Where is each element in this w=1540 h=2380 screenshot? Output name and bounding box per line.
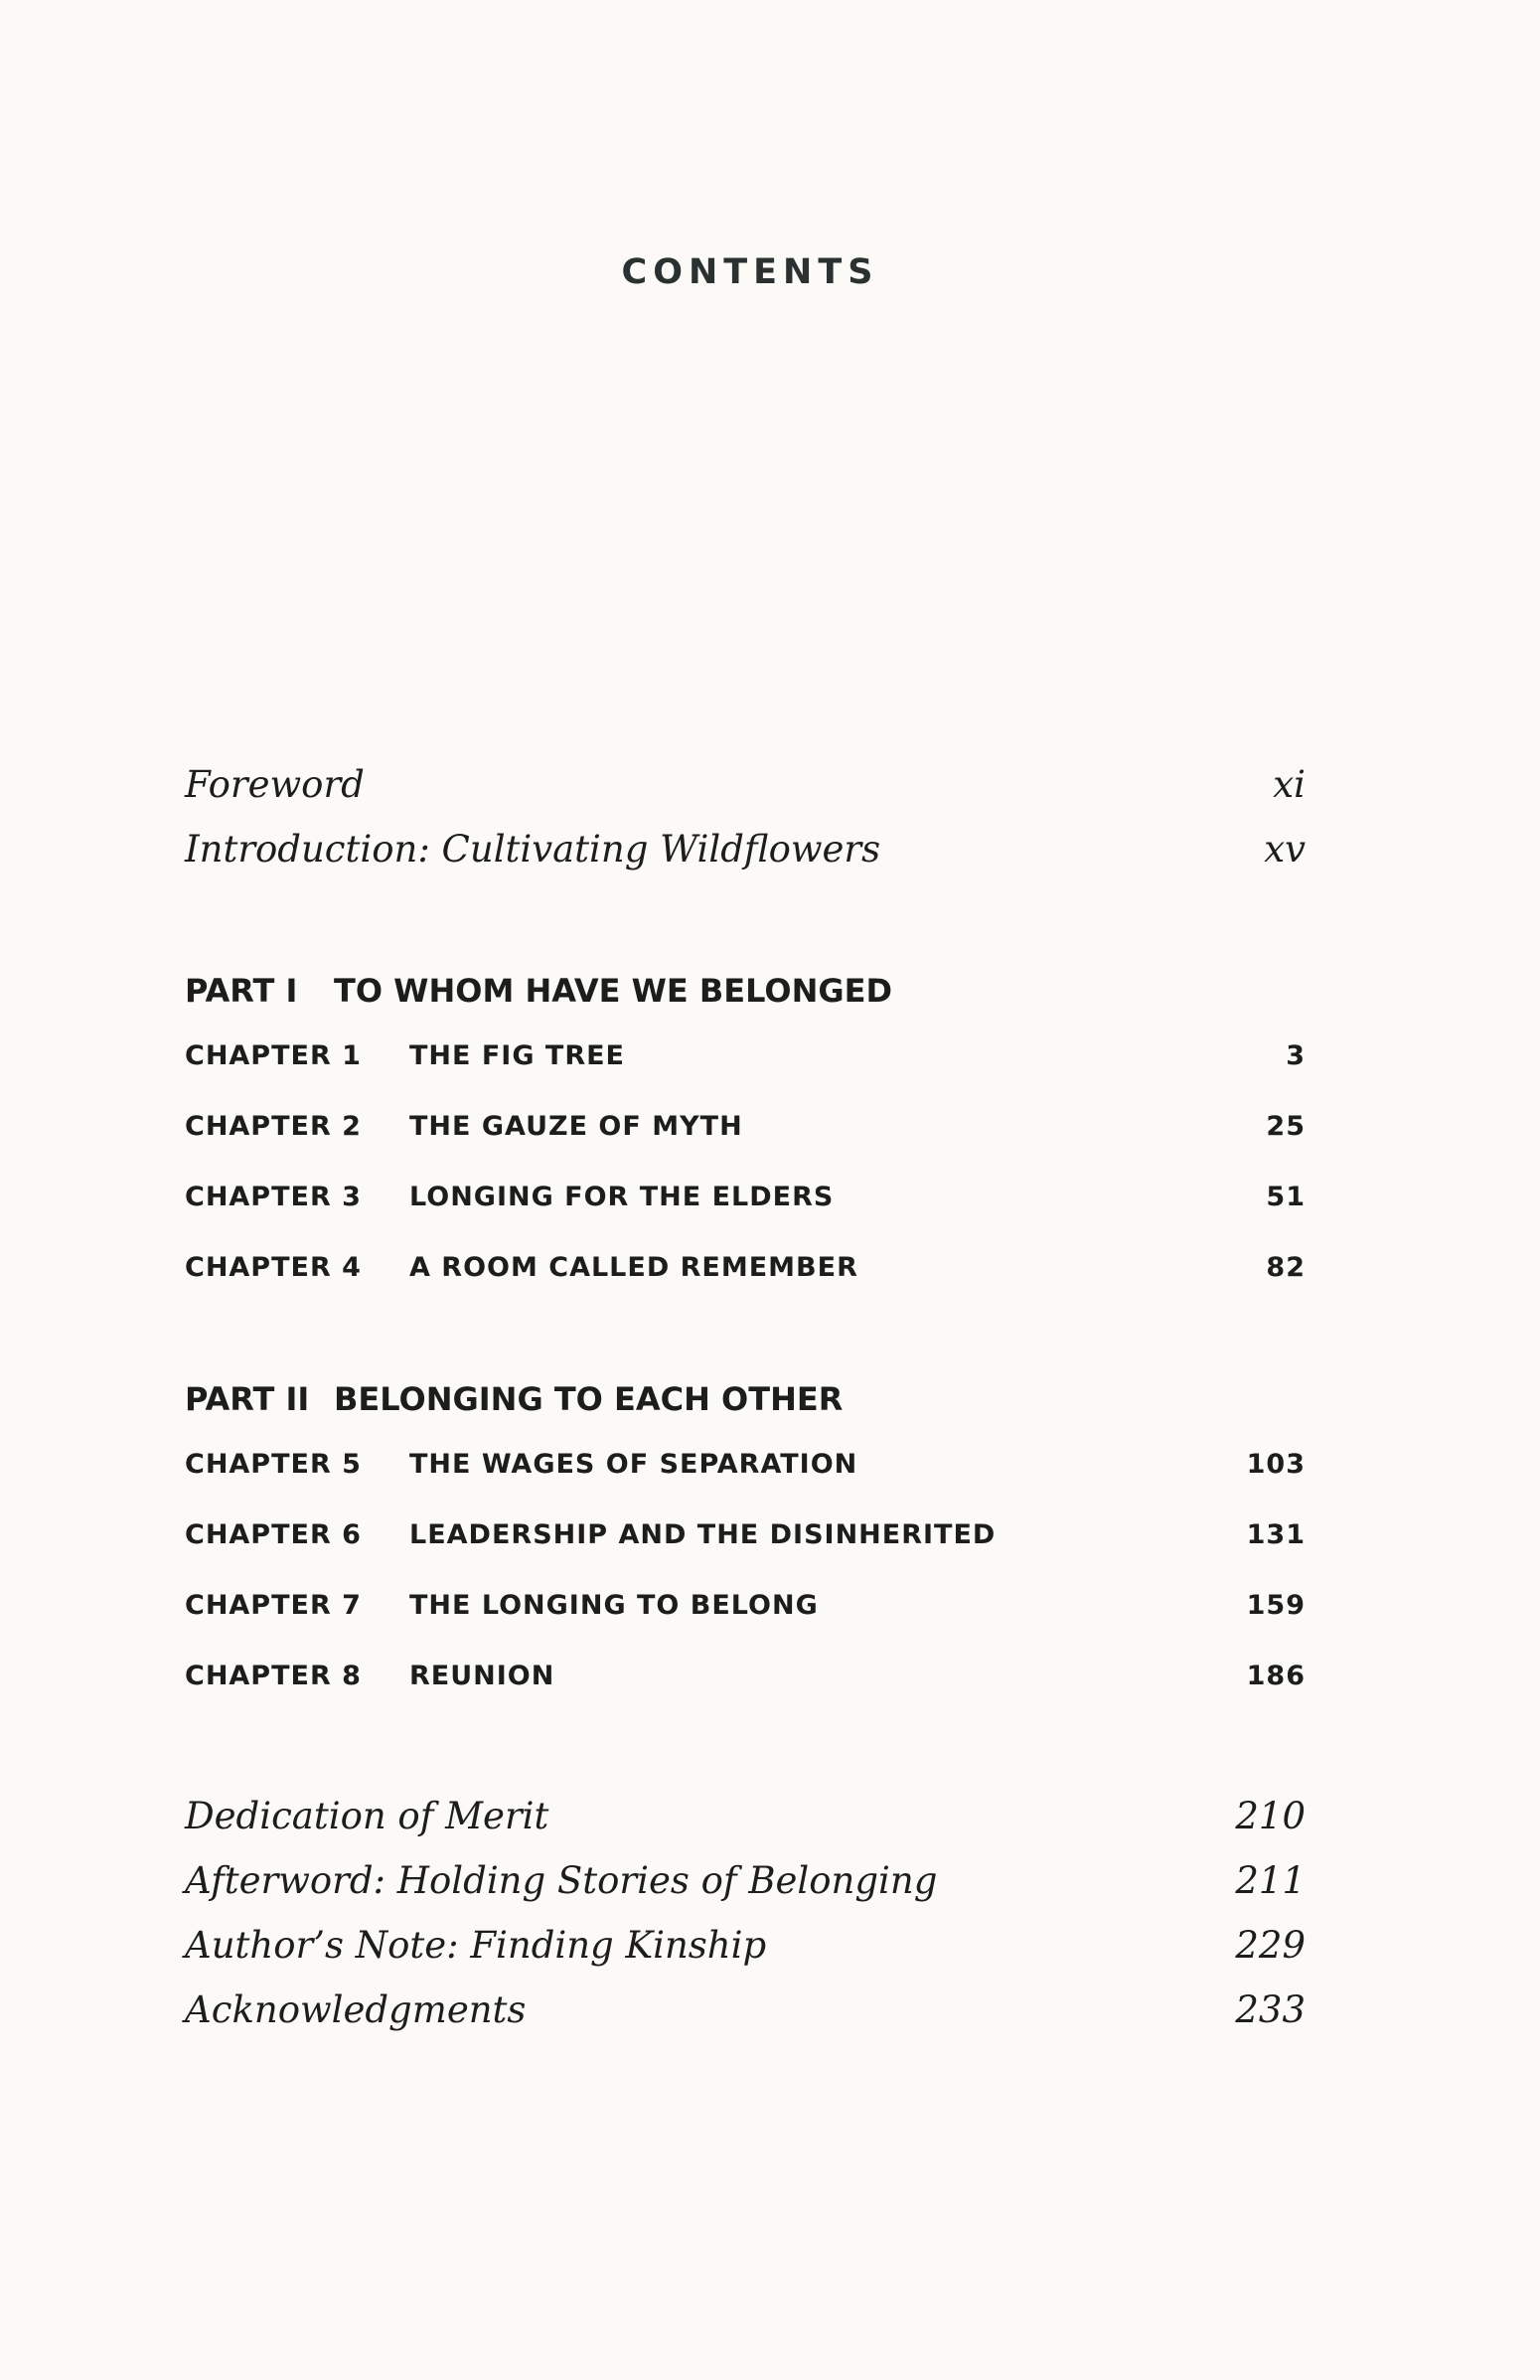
page-title: CONTENTS (621, 252, 879, 292)
chapter-title: A ROOM CALLED REMEMBER (409, 1252, 858, 1283)
chapter-label: CHAPTER 3 (185, 1182, 362, 1212)
chapter-row (185, 1178, 1306, 1248)
chapter-row (185, 1586, 1306, 1657)
part-section-1 (185, 966, 1306, 1319)
entry-page-number: 233 (1235, 1988, 1306, 2031)
chapter-title: THE LONGING TO BELONG (409, 1590, 819, 1621)
chapter-row (185, 1445, 1306, 1515)
chapter-page-number: 3 (1286, 1040, 1306, 1071)
part-title: BELONGING TO EACH OTHER (334, 1380, 844, 1418)
entry-page-number: xv (1264, 828, 1306, 871)
toc-entry-dedication (185, 1784, 1306, 1848)
toc-entry-foreword (185, 752, 1306, 817)
chapter-page-number: 159 (1246, 1590, 1306, 1621)
chapter-row (185, 1248, 1306, 1319)
entry-label: Acknowledgments (185, 1988, 527, 2031)
chapter-title: THE WAGES OF SEPARATION (409, 1449, 858, 1480)
entry-label: Afterword: Holding Stories of Belonging (185, 1859, 938, 1902)
part-heading (185, 966, 1306, 1016)
chapter-row (185, 1107, 1306, 1178)
entry-label: Introduction: Cultivating Wildflowers (185, 828, 881, 871)
entry-label: Author’s Note: Finding Kinship (185, 1924, 767, 1967)
chapter-page-number: 82 (1266, 1252, 1306, 1283)
part-title: TO WHOM HAVE WE BELONGED (334, 972, 893, 1010)
chapter-row (185, 1036, 1306, 1107)
chapter-title: LONGING FOR THE ELDERS (409, 1182, 835, 1212)
entry-page-number: 211 (1235, 1859, 1306, 1902)
entry-page-number: 210 (1235, 1795, 1306, 1837)
chapter-page-number: 131 (1246, 1519, 1306, 1550)
chapter-title: REUNION (409, 1661, 555, 1691)
chapter-label: CHAPTER 8 (185, 1661, 362, 1691)
toc-entry-introduction (185, 817, 1306, 881)
part-heading (185, 1374, 1306, 1424)
chapter-row (185, 1515, 1306, 1586)
chapter-page-number: 186 (1246, 1661, 1306, 1691)
chapter-page-number: 103 (1246, 1449, 1306, 1480)
chapter-title: LEADERSHIP AND THE DISINHERITED (409, 1519, 997, 1550)
chapter-row (185, 1657, 1306, 1727)
entry-label: Dedication of Merit (185, 1795, 549, 1837)
toc-entry-acknowledgments (185, 1978, 1306, 2042)
toc-entry-authors-note (185, 1913, 1306, 1978)
part-section-2 (185, 1374, 1306, 1727)
chapter-page-number: 25 (1266, 1111, 1306, 1142)
chapter-title: THE GAUZE OF MYTH (409, 1111, 743, 1142)
part-label: PART II (185, 1380, 310, 1418)
chapter-label: CHAPTER 2 (185, 1111, 362, 1142)
entry-label: Foreword (185, 763, 365, 806)
chapter-list (185, 1036, 1306, 1319)
chapter-list (185, 1445, 1306, 1727)
front-matter-list (185, 752, 1306, 881)
chapter-page-number: 51 (1266, 1182, 1306, 1212)
chapter-label: CHAPTER 6 (185, 1519, 362, 1550)
back-matter-list (185, 1784, 1306, 2042)
chapter-label: CHAPTER 7 (185, 1590, 362, 1621)
chapter-title: THE FIG TREE (409, 1040, 626, 1071)
entry-page-number: 229 (1235, 1924, 1306, 1967)
chapter-label: CHAPTER 4 (185, 1252, 362, 1283)
chapter-label: CHAPTER 5 (185, 1449, 362, 1480)
toc-entry-afterword (185, 1848, 1306, 1913)
entry-page-number: xi (1273, 763, 1306, 806)
part-label: PART I (185, 972, 298, 1010)
chapter-label: CHAPTER 1 (185, 1040, 362, 1071)
